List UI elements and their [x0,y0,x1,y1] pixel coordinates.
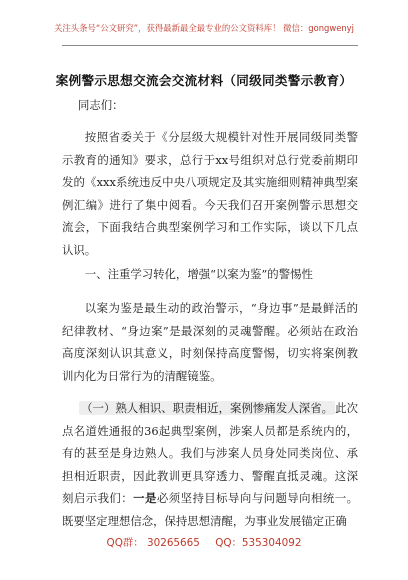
paragraph-intro: 按照省委关于《分层级大规模针对性开展同级同类警示教育的通知》要求，总行于xx号组织对总行党委前期印发的《xxx系统违反中央八项规定及其实施细则精神典型案例汇编》进行了集中阅看。今天我们召开案例警示思想交流会，下面我结合典型案例学习和工作实际，谈以下几点认识。 [62,130,358,257]
document-title: 案例警示思想交流会交流材料（同级同类警示教育） [55,73,353,88]
paragraph-subsection-1 [62,397,358,532]
header-banner: 关注头条号“公文研究”，获得最新最全最专业的公文资料库！ 微信：gongwenyj [54,23,354,33]
subsection-heading-1: （一）熟人相识、职责相近，案例惨痛发人深省。 [81,401,334,415]
footer-qq-group: QQ群： 30265665 [106,537,200,549]
paragraph-subsection-end: 必须坚持目标导向与问题导向相统一。既要坚定理想信念，保持思想清醒，为事业发展锚定正确 [62,491,358,528]
salutation: 同志们： [78,98,124,112]
header-divider [62,45,358,46]
footer-qq: QQ：535304092 [215,537,302,549]
footer-contact [0,534,408,549]
paragraph-section-1: 以案为鉴是最生动的政治警示，“身边事”是最鲜活的纪律教材、“身边案”是最深刻的灵魂警醒。必须站在政治高度深刻认识其意义，时刻保持高度警惕，切实将案例教训内化为日常行为的清醒镜鉴。 [62,301,358,383]
paragraph-subsection-text: 此次点名道姓通报的36起典型案例，涉案人员都是系统内的，有的甚至是身边熟人。我们与涉案人员身处同类岗位、承担相近职责，因此教训更具穿透力、警醒直抵灵魂。这深刻启示我们： [62,401,358,505]
section-heading-1: 一、注重学习转化，增强“以案为鉴”的警惕性 [84,267,313,281]
point-lead: 一是 [133,491,157,505]
